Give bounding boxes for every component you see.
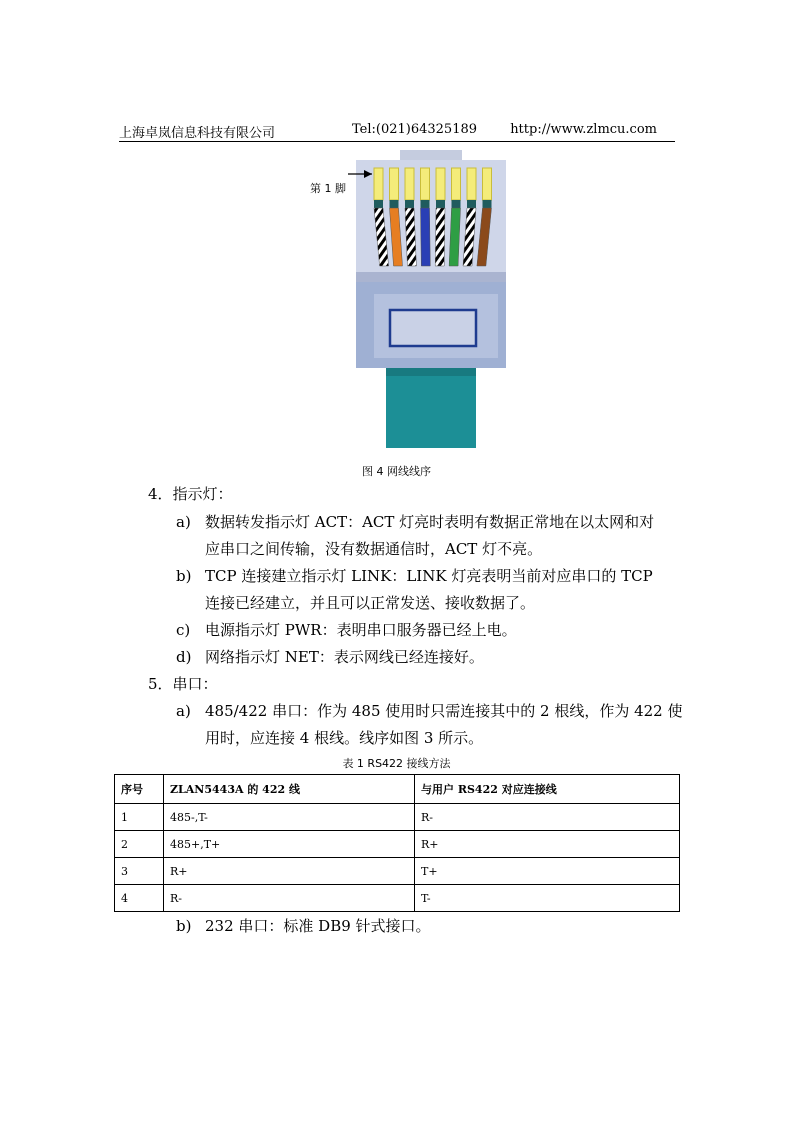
item-label: a) [176, 702, 191, 720]
table-row [115, 885, 680, 912]
section5-heading: 5．串口： [148, 675, 218, 693]
item-text [205, 913, 675, 940]
item-label: d) [176, 648, 192, 666]
rj45-connector-illustration [300, 148, 520, 456]
gold-contact [405, 168, 414, 200]
latch-window [390, 310, 476, 346]
section4-heading: 4．指示灯： [148, 485, 233, 503]
item-line: 电源指示灯 PWR：表明串口服务器已经上电。 [205, 621, 517, 639]
header-tel: Tel:(021)64325189 [352, 122, 478, 137]
rj45-figure [300, 148, 520, 456]
item-line: 网络指示灯 NET：表示网线已经连接好。 [205, 648, 484, 666]
table-cell: T+ [415, 858, 680, 885]
contact-blade [390, 200, 399, 208]
item-label: a) [176, 513, 191, 531]
item-line: 485/422 串口：作为 485 使用时只需连接其中的 2 根线，作为 422 使 [205, 702, 683, 720]
item-line: 应串口之间传输，没有数据通信时，ACT 灯不亮。 [205, 540, 543, 558]
gold-contact [483, 168, 492, 200]
gold-contact [452, 168, 461, 200]
col-header-user-line: 与用户 RS422 对应连接线 [415, 775, 680, 804]
contact-blade [405, 200, 414, 208]
table-row [115, 804, 680, 831]
item-line: 连接已经建立，并且可以正常发送、接收数据了。 [205, 594, 536, 612]
gold-contact [467, 168, 476, 200]
gold-contact [421, 168, 430, 200]
contact-blade [483, 200, 492, 208]
table-cell: 2 [115, 831, 164, 858]
connector-top-notch [400, 150, 462, 160]
contact-blade [467, 200, 476, 208]
table-row [115, 831, 680, 858]
table-cell: 485-,T- [164, 804, 415, 831]
contact-blade [374, 200, 383, 208]
header-url: http://www.zlmcu.com [510, 122, 657, 137]
contact-blade [436, 200, 445, 208]
item-label: c) [176, 621, 191, 639]
table-cell: 4 [115, 885, 164, 912]
table-cell: 485+,T+ [164, 831, 415, 858]
cable-jacket [386, 368, 476, 448]
table-caption: 表 1 RS422 接线方法 [342, 757, 451, 770]
item-line: 232 串口：标准 DB9 针式接口。 [205, 917, 431, 935]
page-header [119, 121, 675, 142]
table-cell: R+ [164, 858, 415, 885]
wire-strand [435, 208, 445, 266]
table-header-row [115, 775, 680, 804]
table-cell: 3 [115, 858, 164, 885]
table-cell: R- [164, 885, 415, 912]
item-text [205, 617, 675, 644]
item-text [205, 698, 683, 752]
item-text [205, 509, 675, 563]
plug-ridge [356, 272, 506, 282]
col-header-zlan-line: ZLAN5443A 的 422 线 [164, 775, 415, 804]
figure-caption: 图 4 网线线序 [362, 465, 431, 478]
item-text [205, 563, 675, 617]
gold-contact [374, 168, 383, 200]
header-company: 上海卓岚信息科技有限公司 [119, 126, 276, 141]
item-line: 数据转发指示灯 ACT：ACT 灯亮时表明有数据正常地在以太网和对 [205, 513, 655, 531]
item-text [205, 644, 675, 671]
item-line: 用时，应连接 4 根线。线序如图 3 所示。 [205, 729, 484, 747]
table-cell: 1 [115, 804, 164, 831]
item-line: TCP 连接建立指示灯 LINK：LINK 灯亮表明当前对应串口的 TCP [205, 567, 653, 585]
rs422-wiring-table [114, 774, 680, 912]
gold-contact [390, 168, 399, 200]
table-cell: R- [415, 804, 680, 831]
table-cell: T- [415, 885, 680, 912]
col-header-index: 序号 [115, 775, 164, 804]
table-row [115, 858, 680, 885]
gold-contact [436, 168, 445, 200]
pin1-label: 第 1 脚 [310, 182, 346, 195]
contact-blade [452, 200, 461, 208]
item-label: b) [176, 567, 192, 585]
cable-shadow [386, 368, 476, 376]
wire-strand [421, 208, 431, 266]
item-label: b) [176, 917, 192, 935]
table-cell: R+ [415, 831, 680, 858]
contact-blade [421, 200, 430, 208]
